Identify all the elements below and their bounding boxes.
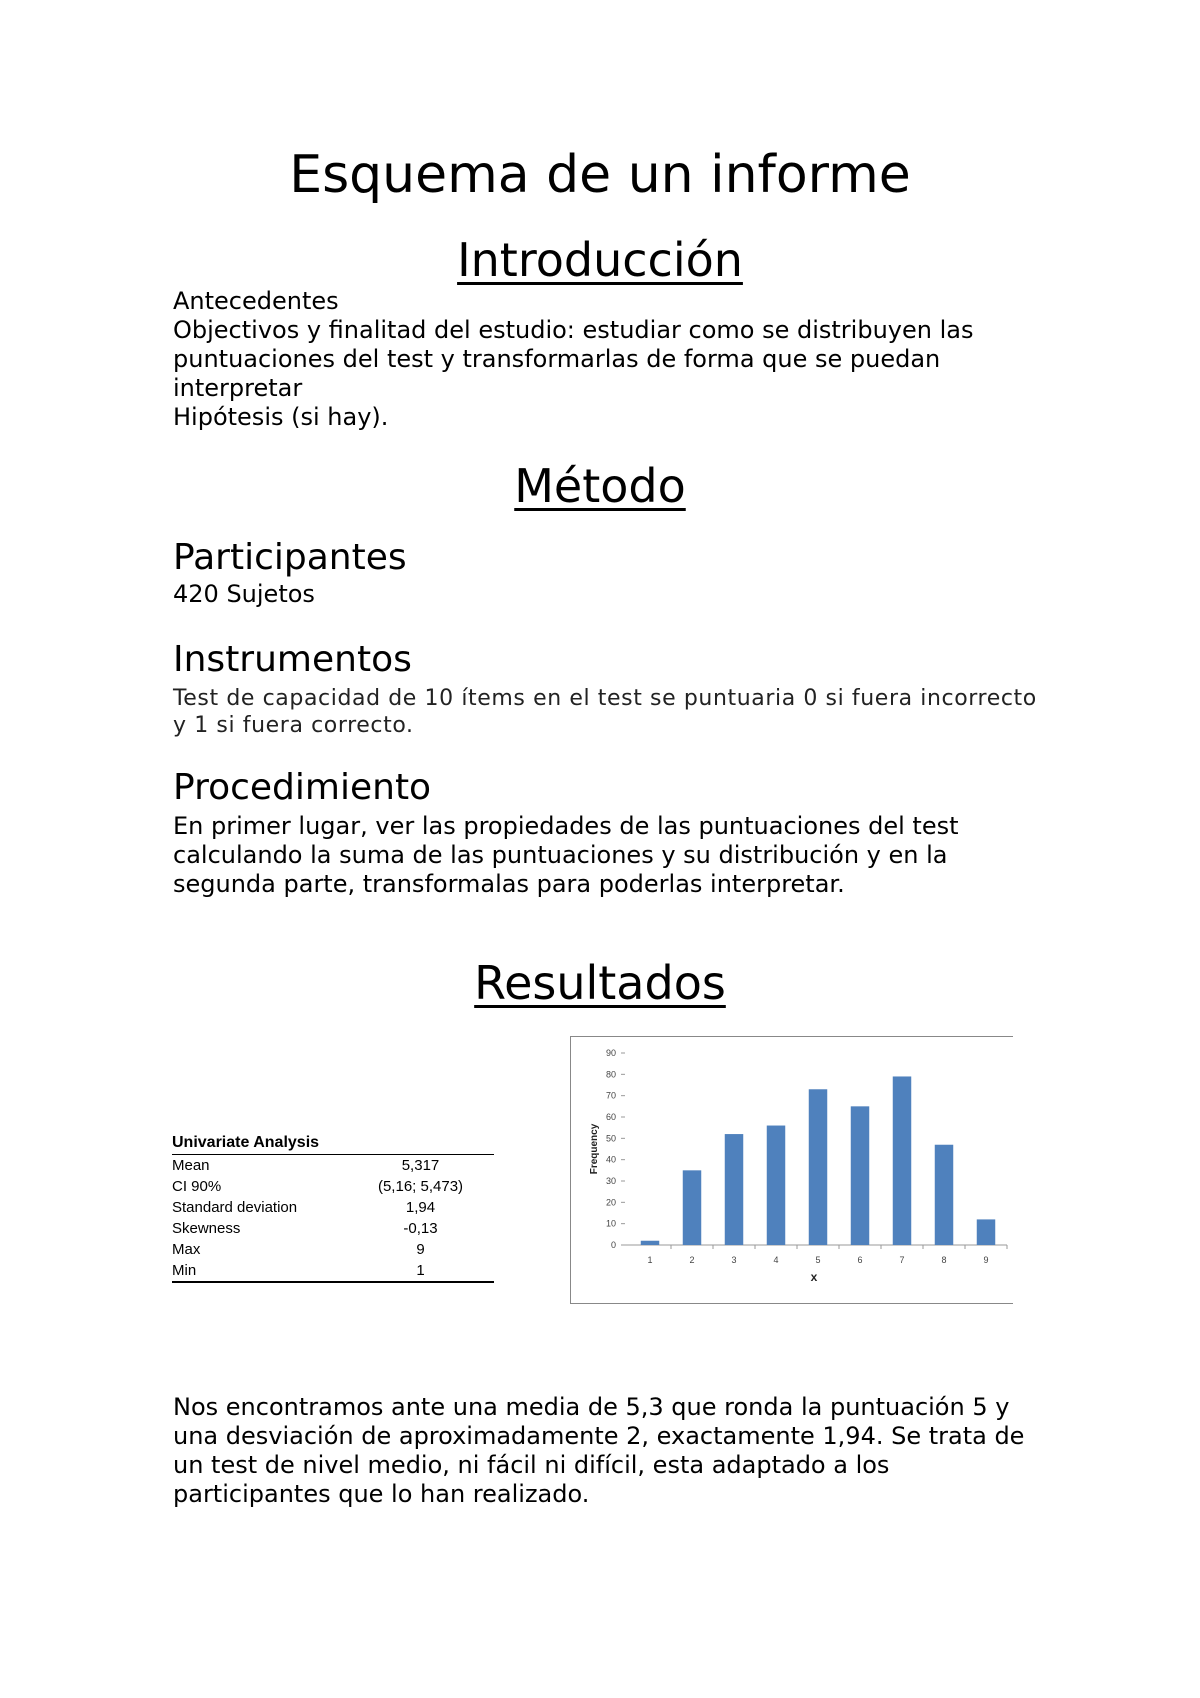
y-tick-label: 90: [605, 1048, 616, 1058]
x-tick-label: 8: [941, 1255, 947, 1265]
conclusion-text: Nos encontramos ante una media de 5,3 que ronda la puntuación 5 y una desviación de aproximadamente 2, exactamente 1,94. Se trata de un test de nivel medio, ni fácil ni difícil, esta adaptado a los participantes que lo han realizado.: [173, 1393, 1025, 1508]
y-axis-label: Frequency: [589, 1123, 600, 1175]
row-value: 5,317: [401, 1157, 440, 1174]
objetivos-line: Objectivos y finalitad del estudio: estudiar como se distribuyen las puntuaciones del test y transformarlas de forma que se puedan interpretar: [173, 316, 974, 402]
bar: [641, 1241, 659, 1245]
bar: [725, 1134, 743, 1245]
row-value: 9: [416, 1241, 425, 1258]
table-row: [172, 1197, 494, 1218]
table-row: [172, 1155, 494, 1176]
metodo-heading: Método: [514, 459, 686, 513]
row-label: Standard deviation: [172, 1199, 298, 1216]
resultados-heading: Resultados: [474, 956, 726, 1010]
participantes-text: 420 Sujetos: [173, 580, 315, 608]
table-bottom-rule: [172, 1281, 494, 1283]
row-label: Mean: [172, 1157, 210, 1174]
participantes-heading: Participantes: [173, 537, 407, 578]
row-label: Skewness: [172, 1220, 241, 1237]
row-value: 1,94: [405, 1199, 436, 1216]
y-tick-label: 10: [605, 1218, 616, 1229]
row-value: (5,16; 5,473): [377, 1178, 464, 1195]
bar: [767, 1126, 785, 1245]
bar: [851, 1106, 869, 1245]
document-title: Esquema de un informe: [289, 145, 911, 205]
y-tick-label: 60: [605, 1112, 616, 1122]
table-row: [172, 1239, 494, 1260]
y-tick-label: 30: [605, 1176, 616, 1186]
instrumentos-text: Test de capacidad de 10 ítems en el test se puntuaria 0 si fuera incorrecto y 1 si fuera correcto.: [173, 686, 1037, 738]
y-tick-label: 80: [605, 1069, 616, 1080]
procedimiento-heading: Procedimiento: [173, 767, 432, 808]
x-tick-label: 9: [983, 1255, 989, 1265]
row-value: 1: [416, 1262, 425, 1279]
x-axis-label: x: [810, 1270, 818, 1284]
univariate-analysis-table: [172, 1132, 494, 1283]
x-tick-label: 7: [899, 1255, 905, 1265]
y-tick-label: 0: [610, 1240, 616, 1250]
introduccion-body: [173, 287, 1053, 432]
table-row: [172, 1218, 494, 1239]
instrumentos-heading: Instrumentos: [173, 639, 412, 680]
bar: [935, 1145, 953, 1245]
x-tick-label: 5: [815, 1255, 821, 1265]
y-tick-label: 40: [605, 1154, 616, 1165]
y-tick-label: 20: [605, 1197, 616, 1208]
introduccion-heading: Introducción: [457, 233, 743, 287]
antecedentes-line: Antecedentes: [173, 287, 339, 315]
row-label: Min: [172, 1262, 197, 1279]
bar: [977, 1219, 995, 1245]
procedimiento-text: En primer lugar, ver las propiedades de las puntuaciones del test calculando la suma de las puntuaciones y su distribución y en la segunda parte, transformalas para poderlas interpretar.: [173, 812, 959, 898]
bar: [893, 1076, 911, 1245]
y-tick-label: 70: [605, 1090, 616, 1101]
y-tick-label: 50: [605, 1133, 616, 1144]
x-tick-label: 3: [731, 1255, 737, 1265]
x-tick-label: 4: [773, 1255, 779, 1265]
table-title: Univariate Analysis: [172, 1132, 494, 1155]
bar: [809, 1089, 827, 1245]
bar: [683, 1170, 701, 1245]
table-row: [172, 1176, 494, 1197]
row-value: -0,13: [403, 1220, 438, 1237]
row-label: Max: [172, 1241, 201, 1258]
x-tick-label: 6: [857, 1255, 863, 1265]
frequency-chart: [570, 1036, 1013, 1304]
x-tick-label: 1: [647, 1255, 653, 1265]
hipotesis-line: Hipótesis (si hay).: [173, 403, 389, 431]
row-label: CI 90%: [172, 1178, 222, 1195]
x-tick-label: 2: [689, 1255, 695, 1265]
frequency-chart-svg: [571, 1037, 1013, 1303]
table-row: [172, 1260, 494, 1281]
